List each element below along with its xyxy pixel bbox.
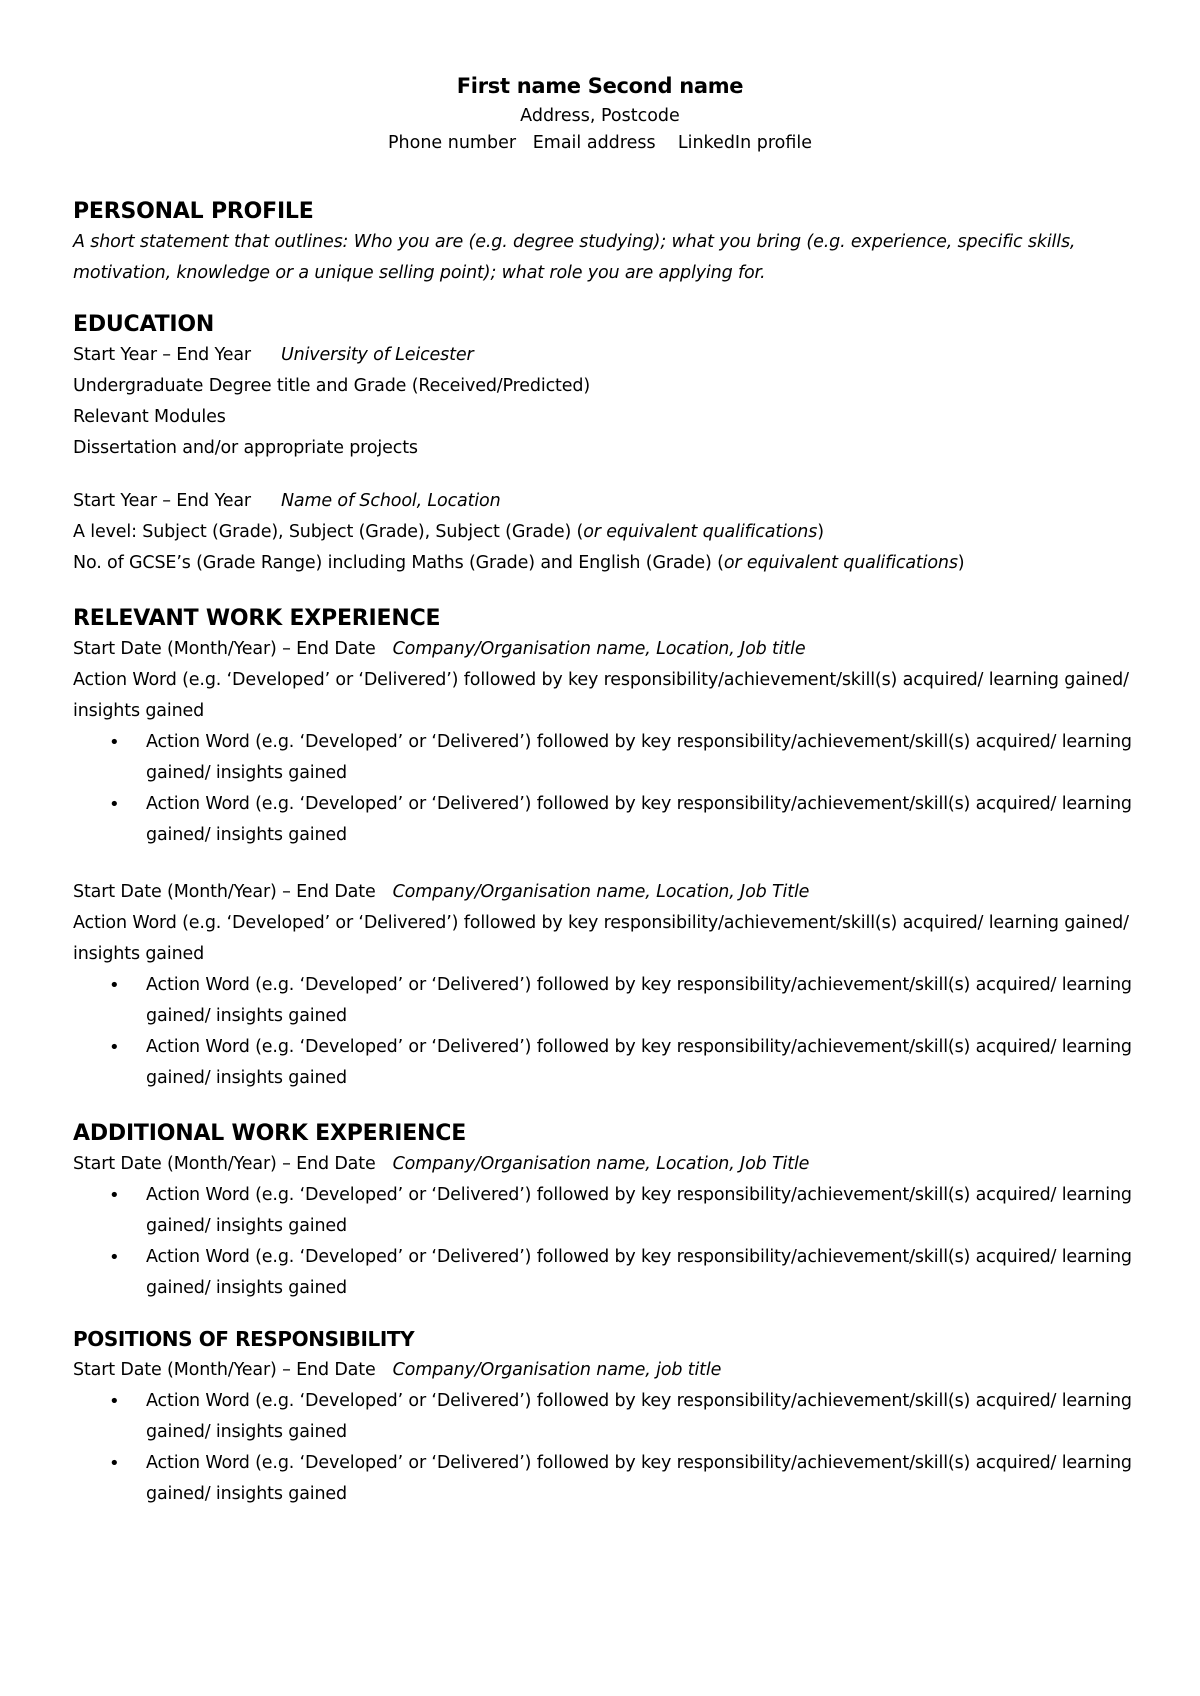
education-line: Relevant Modules <box>73 407 226 427</box>
entry-dates: Start Year – End Year <box>73 491 251 511</box>
work-entry-header <box>73 1149 1133 1180</box>
entry-org: Company/Organisation name, Location, Job Title <box>392 882 810 902</box>
education-entry-header <box>73 486 1133 517</box>
section-heading: EDUCATION <box>73 312 215 337</box>
education-line: No. of GCSE’s (Grade Range) including Maths (Grade) and English (Grade) (or equivalent qualifications) <box>73 553 965 573</box>
section-heading: RELEVANT WORK EXPERIENCE <box>73 606 441 631</box>
entry-dates: Start Date (Month/Year) – End Date <box>73 1154 376 1174</box>
bullet-list <box>73 970 1133 1094</box>
work-entry-header <box>73 1355 1133 1386</box>
bullet-icon: • <box>109 975 120 996</box>
cv-body <box>73 196 1133 1530</box>
bullet-list <box>73 727 1133 851</box>
list-item: • Action Word (e.g. ‘Developed’ or ‘Delivered’) followed by key responsibility/achievement/skill(s) acquired/ learning gained/ insights gained <box>146 1386 1133 1448</box>
bullet-icon: • <box>109 1185 120 1206</box>
section-heading: POSITIONS OF RESPONSIBILITY <box>73 1327 415 1351</box>
work-summary: Action Word (e.g. ‘Developed’ or ‘Delivered’) followed by key responsibility/achievement/skill(s) acquired/ learning gained/ insights gained <box>73 913 1129 964</box>
work-summary: Action Word (e.g. ‘Developed’ or ‘Delivered’) followed by key responsibility/achievement/skill(s) acquired/ learning gained/ insights gained <box>73 670 1129 721</box>
entry-dates: Start Date (Month/Year) – End Date <box>73 1360 376 1380</box>
bullet-icon: • <box>109 1247 120 1268</box>
entry-org: Company/Organisation name, Location, Job title <box>392 639 806 659</box>
education-entry-header <box>73 340 1133 371</box>
entry-dates: Start Year – End Year <box>73 345 251 365</box>
entry-org: Company/Organisation name, job title <box>392 1360 722 1380</box>
section-additional-work <box>73 1118 1133 1304</box>
bullet-icon: • <box>109 794 120 815</box>
section-positions <box>73 1324 1133 1510</box>
list-item: • Action Word (e.g. ‘Developed’ or ‘Delivered’) followed by key responsibility/achievement/skill(s) acquired/ learning gained/ insights gained <box>146 789 1133 851</box>
work-entry-header <box>73 877 1133 908</box>
entry-org: Company/Organisation name, Location, Job Title <box>392 1154 810 1174</box>
section-education <box>73 309 1133 579</box>
bullet-icon: • <box>109 732 120 753</box>
education-line: Undergraduate Degree title and Grade (Received/Predicted) <box>73 376 591 396</box>
section-heading: PERSONAL PROFILE <box>73 199 314 224</box>
entry-dates: Start Date (Month/Year) – End Date <box>73 639 376 659</box>
bullet-icon: • <box>109 1391 120 1412</box>
section-personal-profile <box>73 196 1133 289</box>
list-item: • Action Word (e.g. ‘Developed’ or ‘Delivered’) followed by key responsibility/achievement/skill(s) acquired/ learning gained/ insights gained <box>146 970 1133 1032</box>
list-item: • Action Word (e.g. ‘Developed’ or ‘Delivered’) followed by key responsibility/achievement/skill(s) acquired/ learning gained/ insights gained <box>146 1242 1133 1304</box>
cv-name: First name Second name <box>456 74 744 98</box>
list-item: • Action Word (e.g. ‘Developed’ or ‘Delivered’) followed by key responsibility/achievement/skill(s) acquired/ learning gained/ insights gained <box>146 727 1133 789</box>
list-item: • Action Word (e.g. ‘Developed’ or ‘Delivered’) followed by key responsibility/achievement/skill(s) acquired/ learning gained/ insights gained <box>146 1180 1133 1242</box>
bullet-list <box>73 1386 1133 1510</box>
entry-institution: Name of School, Location <box>280 491 501 511</box>
cv-address: Address, Postcode <box>520 106 680 126</box>
section-relevant-work <box>73 603 1133 1094</box>
education-line: A level: Subject (Grade), Subject (Grade), Subject (Grade) (or equivalent qualifications) <box>73 522 824 542</box>
list-item: • Action Word (e.g. ‘Developed’ or ‘Delivered’) followed by key responsibility/achievement/skill(s) acquired/ learning gained/ insights gained <box>146 1032 1133 1094</box>
bullet-list <box>73 1180 1133 1304</box>
profile-text: A short statement that outlines: Who you are (e.g. degree studying); what you bring (e.g. experience, specific skills, motivation, knowledge or a unique selling point); what role you are applying for. <box>73 232 1076 283</box>
cv-contact: Phone number Email address LinkedIn profile <box>387 133 813 153</box>
entry-dates: Start Date (Month/Year) – End Date <box>73 882 376 902</box>
list-item: • Action Word (e.g. ‘Developed’ or ‘Delivered’) followed by key responsibility/achievement/skill(s) acquired/ learning gained/ insights gained <box>146 1448 1133 1510</box>
section-heading: ADDITIONAL WORK EXPERIENCE <box>73 1121 467 1146</box>
education-line: Dissertation and/or appropriate projects <box>73 438 418 458</box>
bullet-icon: • <box>109 1453 120 1474</box>
bullet-icon: • <box>109 1037 120 1058</box>
work-entry-header <box>73 634 1133 665</box>
entry-institution: University of Leicester <box>280 345 474 365</box>
